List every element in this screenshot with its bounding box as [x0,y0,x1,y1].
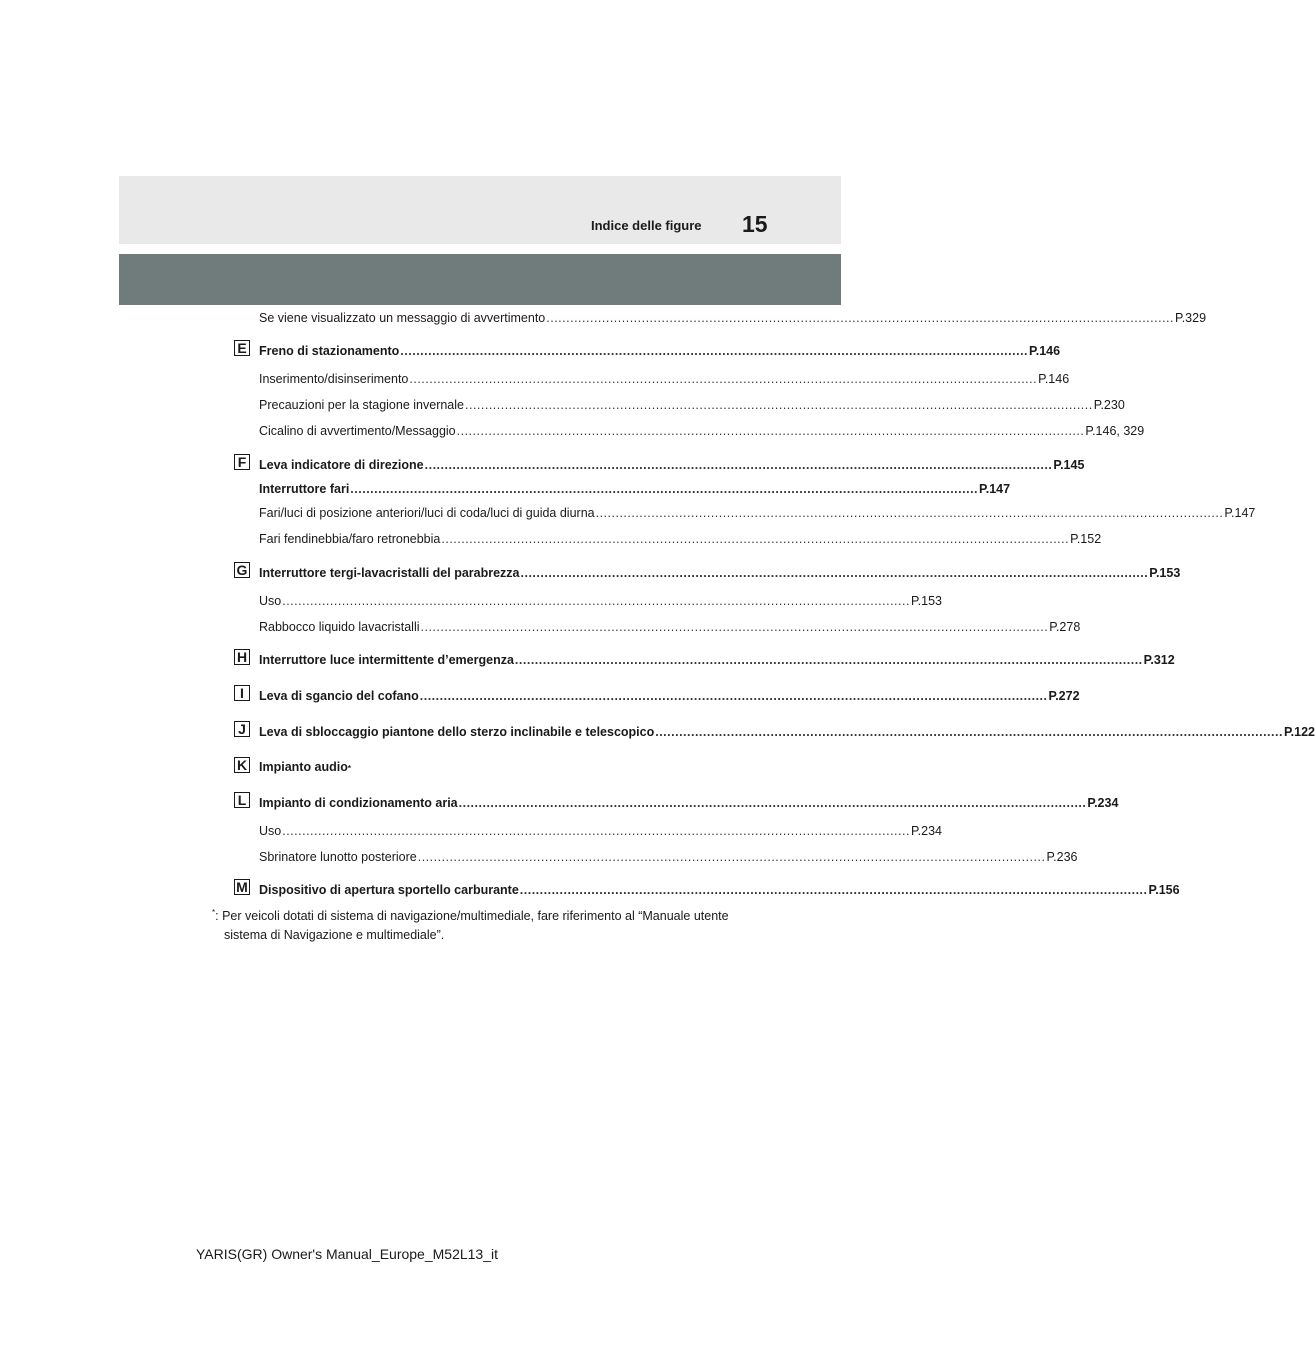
leader-dots: .............................................................................................................................................................. [465,398,1093,412]
index-entry [259,882,1180,898]
page-number: 15 [742,211,768,237]
page-reference: P.234 [1087,796,1119,810]
section-title: Indice delle figure [591,218,702,233]
index-entry [259,481,1011,497]
header-top-band [119,176,841,244]
page-reference: P.152 [1070,532,1102,546]
leader-dots: .............................................................................................................................................................. [282,594,910,608]
index-entry [259,823,943,839]
leader-dots: .............................................................................................................................................................. [417,850,1046,864]
entry-text: Uso [259,594,282,608]
page-reference: P.230 [1093,398,1125,412]
leader-dots: .............................................................................................................................................................. [456,424,1085,438]
footnote-asterisk: * [212,907,216,917]
entry-text: Se viene visualizzato un messaggio di avvertimento [259,311,546,325]
entry-text: Leva indicatore di direzione [259,458,424,472]
section-letter-box: G [234,562,250,578]
index-entry [259,343,1061,359]
index-entry [259,505,1256,521]
leader-dots: .............................................................................................................................................................. [595,506,1224,520]
footnote-text-line-1: : Per veicoli dotati di sistema di navigazione/multimediale, fare riferimento al “Manuale utente [215,909,729,923]
section-letter-box: J [234,721,250,737]
entry-text: Interruttore tergi-lavacristalli del parabrezza [259,566,520,580]
page-reference: P.122 [1283,725,1315,739]
entry-text: Leva di sgancio del cofano [259,689,419,703]
leader-dots: .............................................................................................................................................................. [514,653,1143,667]
index-entry [259,688,1080,704]
leader-dots: .............................................................................................................................................................. [655,725,1283,739]
index-entry [259,565,1181,581]
section-letter-box: I [234,685,250,701]
entry-text: Precauzioni per la stagione invernale [259,398,464,412]
index-entry [259,397,1125,413]
entry-text: Sbrinatore lunotto posteriore [259,850,417,864]
leader-dots: .............................................................................................................................................................. [520,566,1149,580]
index-entry [259,724,1315,740]
leader-dots: .............................................................................................................................................................. [282,824,910,838]
index-entry [259,371,1070,387]
section-letter-box: M [234,879,250,895]
page-reference: P.312 [1143,653,1175,667]
page-reference: P.147 [1224,506,1256,520]
index-entry [259,849,1078,865]
entry-text: Interruttore fari [259,482,350,496]
section-letter-box: K [234,757,250,773]
entry-text: Fari/luci di posizione anteriori/luci di coda/luci di guida diurna [259,506,595,520]
entry-text: Cicalino di avvertimento/Messaggio [259,424,456,438]
entry-text: Uso [259,824,282,838]
leader-dots: .............................................................................................................................................................. [458,796,1087,810]
index-entry [259,795,1119,811]
leader-dots: .............................................................................................................................................................. [400,344,1029,358]
index-entry [259,619,1081,635]
footnote-line [212,907,772,926]
page-reference: P.272 [1048,689,1080,703]
leader-dots: .............................................................................................................................................................. [546,311,1174,325]
page-reference: P.156 [1148,883,1180,897]
page-reference: P.236 [1046,850,1078,864]
entry-text: Fari fendinebbia/faro retronebbia [259,532,441,546]
page-reference: P.329 [1174,311,1207,325]
index-entry [259,310,1207,326]
leader-dots: .............................................................................................................................................................. [519,883,1148,897]
entry-text: Freno di stazionamento [259,344,400,358]
index-entry [259,593,943,609]
entry-text: Dispositivo di apertura sportello carburante [259,883,519,897]
entry-text: Impianto di condizionamento aria [259,796,458,810]
page-reference: P.145 [1053,458,1085,472]
page-reference: P.146 [1029,344,1061,358]
leader-dots: .............................................................................................................................................................. [420,620,1049,634]
entry-text: Impianto audio [259,760,348,774]
index-entry [259,457,1085,473]
page-reference: P.146 [1038,372,1070,386]
index-entry [259,531,1102,547]
page-reference: P.153 [1149,566,1181,580]
footnote-text-line-2: sistema di Navigazione e multimediale”. [224,928,445,942]
entry-text: Rabbocco liquido lavacristalli [259,620,420,634]
leader-dots: .............................................................................................................................................................. [419,689,1048,703]
footer-manual-id: YARIS(GR) Owner's Manual_Europe_M52L13_it [196,1246,498,1262]
entry-text: Inserimento/disinserimento [259,372,409,386]
leader-dots: .............................................................................................................................................................. [409,372,1038,386]
page-reference: P.146, 329 [1085,424,1145,438]
section-letter-box: E [234,340,250,356]
leader-dots: .............................................................................................................................................................. [350,482,979,496]
entry-text: Interruttore luce intermittente d’emergenza [259,653,514,667]
page-reference: P.153 [910,594,943,608]
header-dark-bar [119,254,841,305]
index-entry: Impianto audio * [259,760,352,774]
page-reference: P.147 [979,482,1011,496]
index-entry [259,423,1145,439]
footnote [212,907,772,945]
section-letter-box: H [234,649,250,665]
page-reference: P.234 [910,824,943,838]
section-letter-box: L [234,792,250,808]
leader-dots: .............................................................................................................................................................. [424,458,1053,472]
entry-text: Leva di sbloccaggio piantone dello sterzo inclinabile e telescopico [259,725,655,739]
section-letter-box: F [234,454,250,470]
leader-dots: .............................................................................................................................................................. [441,532,1070,546]
page-reference: P.278 [1049,620,1081,634]
index-entry [259,652,1175,668]
